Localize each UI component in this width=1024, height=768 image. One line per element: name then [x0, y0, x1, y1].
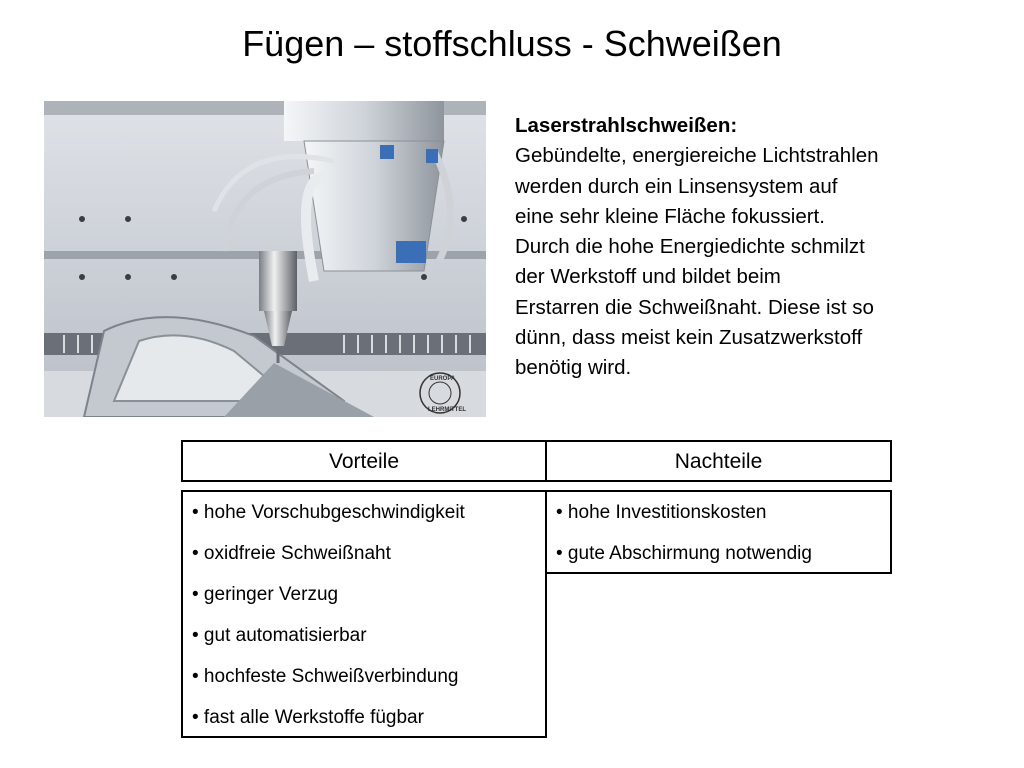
- slide-title: Fügen – stoffschluss - Schweißen: [242, 23, 782, 64]
- description-line: eine sehr kleine Fläche fokussiert.: [515, 204, 825, 228]
- disadvantage-item: • hohe Investitionskosten: [556, 502, 767, 523]
- description-body: [515, 141, 985, 383]
- description-line: werden durch ein Linsensystem auf: [515, 174, 838, 198]
- description-line: Durch die hohe Energiedichte schmilzt: [515, 235, 865, 259]
- description-text: [515, 111, 985, 384]
- advantage-item: • hochfeste Schweißverbindung: [192, 666, 459, 687]
- description-line: Gebündelte, energiereiche Lichtstrahlen: [515, 144, 879, 168]
- disadvantage-item: • gute Abschirmung notwendig: [556, 543, 812, 564]
- svg-text:EUROPA: EUROPA: [430, 376, 456, 382]
- description-line: dünn, dass meist kein Zusatzwerkstoff: [515, 326, 863, 350]
- description-heading: Laserstrahlschweißen:: [515, 114, 738, 137]
- description-line: der Werkstoff und bildet beim: [515, 265, 781, 289]
- advantages-header: Vorteile: [181, 440, 547, 482]
- advantage-item: • gut automatisierbar: [192, 625, 367, 646]
- disadvantages-header: Nachteile: [545, 440, 892, 482]
- description-line: Erstarren die Schweißnaht. Diese ist so: [515, 295, 874, 319]
- advantage-item: • fast alle Werkstoffe fügbar: [192, 707, 424, 728]
- disadvantages-list: [545, 490, 892, 574]
- laser-welding-robot-photo: [44, 101, 486, 417]
- advantages-list: [181, 490, 547, 738]
- advantage-item: • geringer Verzug: [192, 584, 339, 605]
- description-line: benötig wird.: [515, 356, 632, 380]
- advantage-item: • hohe Vorschubgeschwindigkeit: [192, 502, 465, 523]
- svg-text:LEHRMITTEL: LEHRMITTEL: [428, 407, 466, 413]
- advantage-item: • oxidfreie Schweißnaht: [192, 543, 391, 564]
